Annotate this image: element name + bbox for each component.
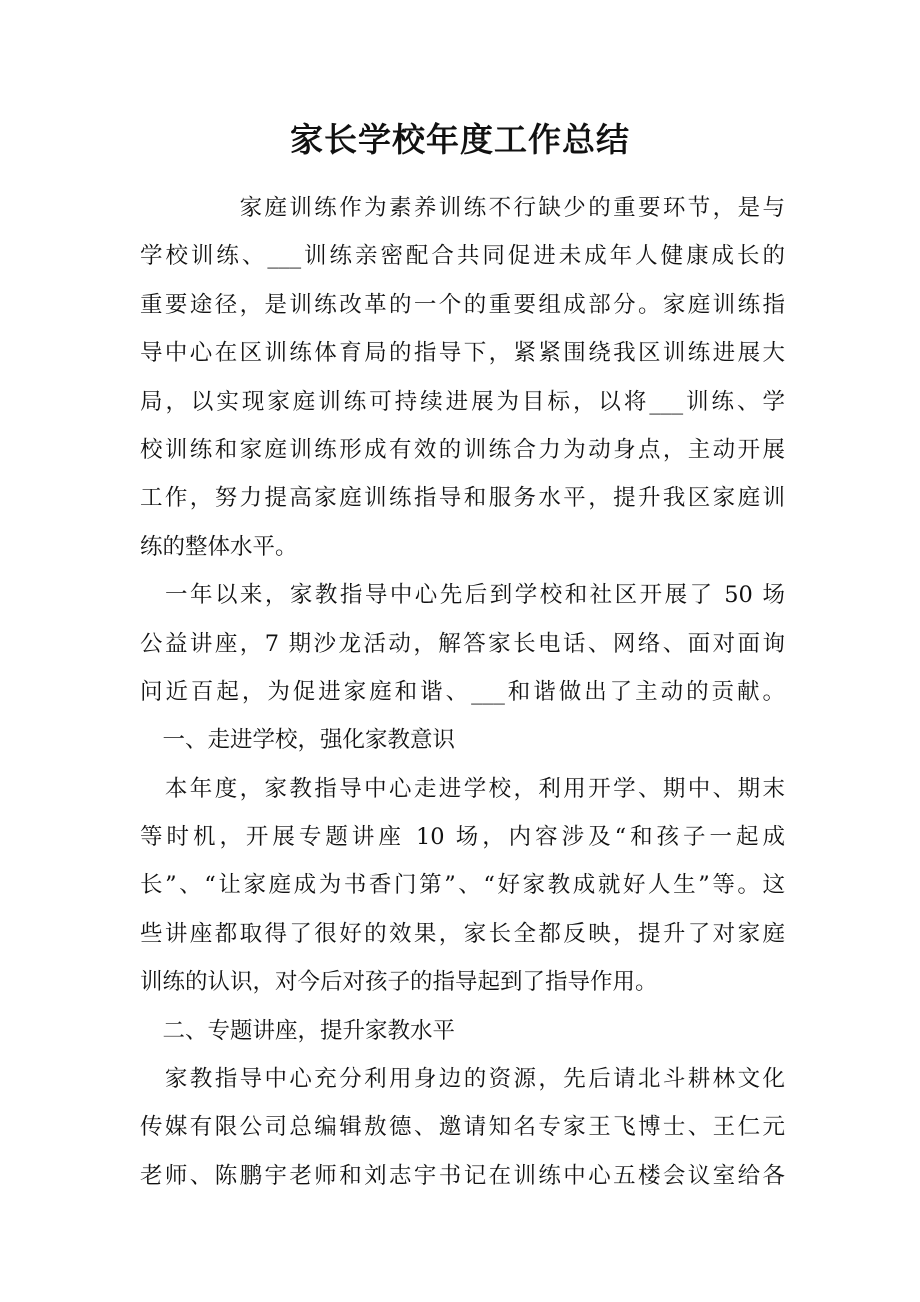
body-line: 传媒有限公司总编辑敖德、邀请知名专家王飞博士、王仁元: [140, 1114, 785, 1141]
body-line: 导中心在区训练体育局的指导下，紧紧围绕我区训练进展大: [140, 340, 785, 367]
body-line: 学校训练、___训练亲密配合共同促进未成年人健康成长的: [140, 243, 785, 270]
body-line: 校训练和家庭训练形成有效的训练合力为动身点，主动开展: [140, 436, 785, 463]
body-line: 些讲座都取得了很好的效果，家长全都反映，提升了对家庭: [140, 920, 785, 947]
body-line: 家教指导中心充分利用身边的资源，先后请北斗耕林文化: [140, 1066, 785, 1093]
body-line: 等时机，开展专题讲座 10 场，内容涉及“和孩子一起成: [140, 824, 785, 851]
body-line: 练的整体水平。: [140, 533, 298, 560]
body-line: 一、走进学校，强化家教意识: [140, 727, 456, 754]
document-body: [140, 184, 785, 1200]
body-line: 家庭训练作为素养训练不行缺少的重要环节，是与: [140, 195, 785, 221]
body-line: 一年以来，家教指导中心先后到学校和社区开展了 50 场: [140, 582, 785, 609]
document-title: 家长学校年度工作总结: [290, 120, 630, 159]
body-line: 局，以实现家庭训练可持续进展为目标，以将___训练、学: [140, 388, 785, 415]
body-line: 工作，努力提高家庭训练指导和服务水平，提升我区家庭训: [140, 485, 785, 512]
body-line: 老师、陈鹏宇老师和刘志宇书记在训练中心五楼会议室给各: [140, 1162, 785, 1189]
body-line: 问近百起，为促进家庭和谐、___和谐做出了主动的贡献。: [140, 678, 785, 705]
body-line: 训练的认识，对今后对孩子的指导起到了指导作用。: [140, 969, 658, 996]
body-line: 重要途径，是训练改革的一个的重要组成部分。家庭训练指: [140, 291, 785, 318]
body-line: 公益讲座，7 期沙龙活动，解答家长电话、网络、面对面询: [140, 630, 785, 657]
body-line: 本年度，家教指导中心走进学校，利用开学、期中、期末: [140, 775, 785, 802]
body-line: 二、专题讲座，提升家教水平: [140, 1017, 456, 1044]
body-line: 长”、“让家庭成为书香门第”、“好家教成就好人生”等。这: [140, 872, 785, 899]
